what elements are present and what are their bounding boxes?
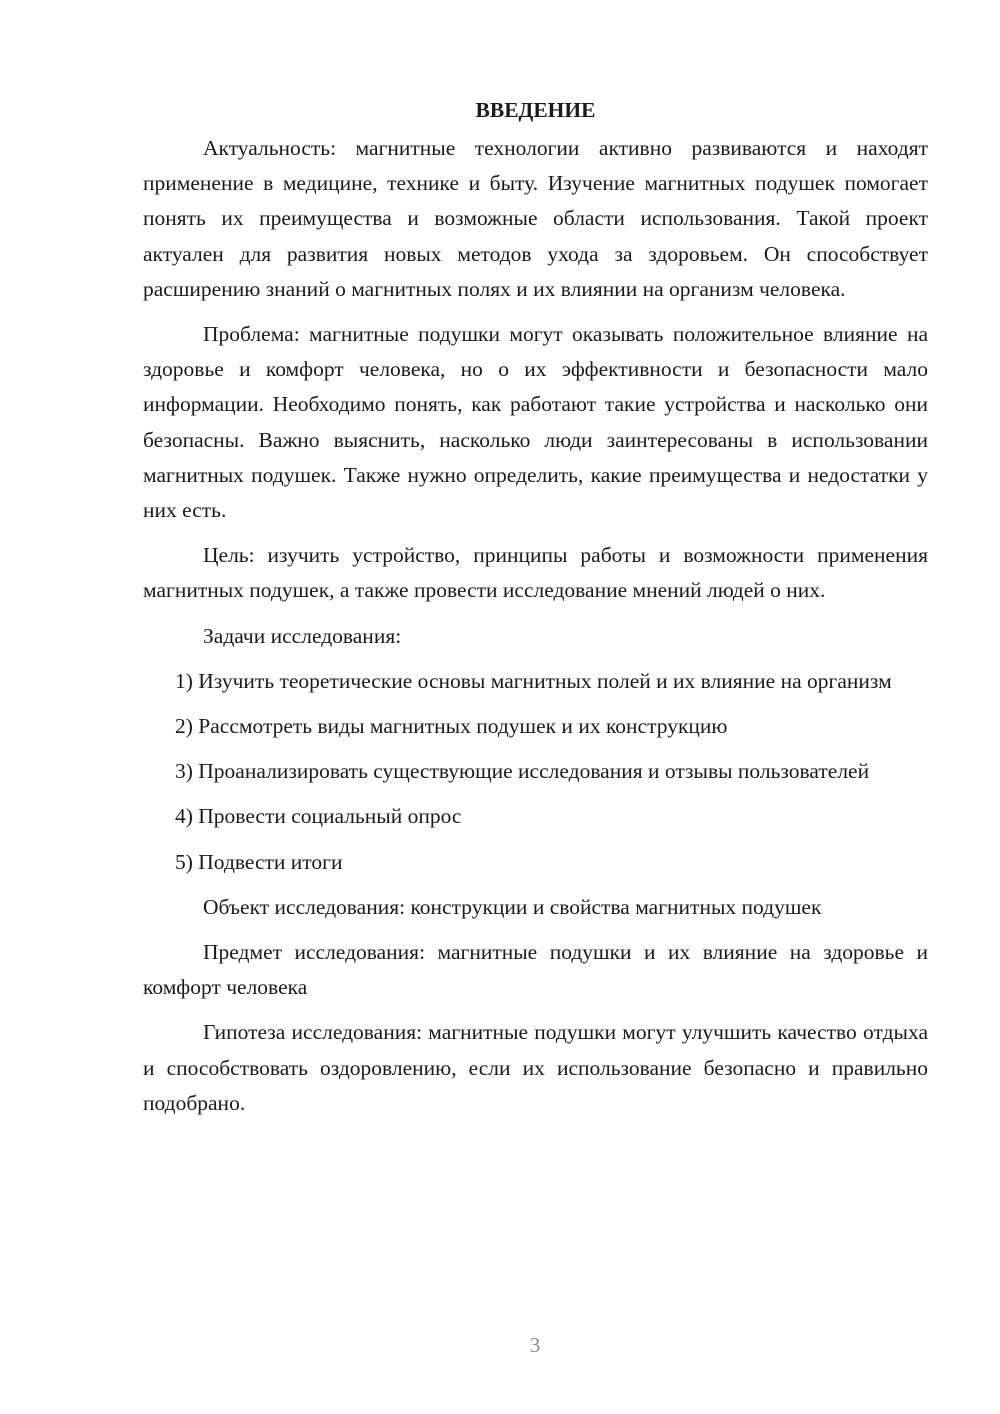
- paragraph-object: Объект исследования: конструкции и свойства магнитных подушек: [203, 894, 822, 919]
- paragraph-tasks-heading: Задачи исследования:: [203, 623, 402, 648]
- paragraph-hypothesis: Гипотеза исследования: магнитные подушки могут улучшить качество отдыха и способствовать оздоровлению, если их использование безопасно и правильно подобрано.: [143, 1020, 928, 1115]
- task-item-3: 3) Проанализировать существующие исследования и отзывы пользователей: [175, 759, 870, 784]
- page-number: 3: [529, 1333, 541, 1357]
- task-item-5: 5) Подвести итоги: [175, 849, 343, 874]
- section-title: ВВЕДЕНИЕ: [475, 98, 596, 122]
- paragraph-goal: Цель: изучить устройство, принципы работы и возможности применения магнитных подушек, а также провести исследование мнений людей о них.: [143, 543, 928, 603]
- paragraph-relevance: Актуальность: магнитные технологии активно развиваются и находят применение в медицине, технике и быту. Изучение магнитных подушек помогает понять их преимущества и возможные области использования. Такой проект актуален для развития новых методов ухода за здоровьем. Он способствует расширению знаний о магнитных полях и их влиянии на организм человека.: [143, 136, 928, 301]
- task-item-1: 1) Изучить теоретические основы магнитных полей и их влияние на организм: [175, 668, 892, 693]
- document-page: [143, 92, 928, 1131]
- paragraph-subject: Предмет исследования: магнитные подушки и их влияние на здоровье и комфорт человека: [143, 940, 928, 1000]
- task-item-4: 4) Провести социальный опрос: [175, 804, 462, 829]
- task-item-2: 2) Рассмотреть виды магнитных подушек и их конструкцию: [175, 714, 728, 739]
- paragraph-problem: Проблема: магнитные подушки могут оказывать положительное влияние на здоровье и комфорт человека, но о их эффективности и безопасности мало информации. Необходимо понять, как работают такие устройства и насколько они безопасны. Важно выяснить, насколько люди заинтересованы в использовании магнитных подушек. Также нужно определить, какие преимущества и недостатки у них есть.: [143, 322, 928, 523]
